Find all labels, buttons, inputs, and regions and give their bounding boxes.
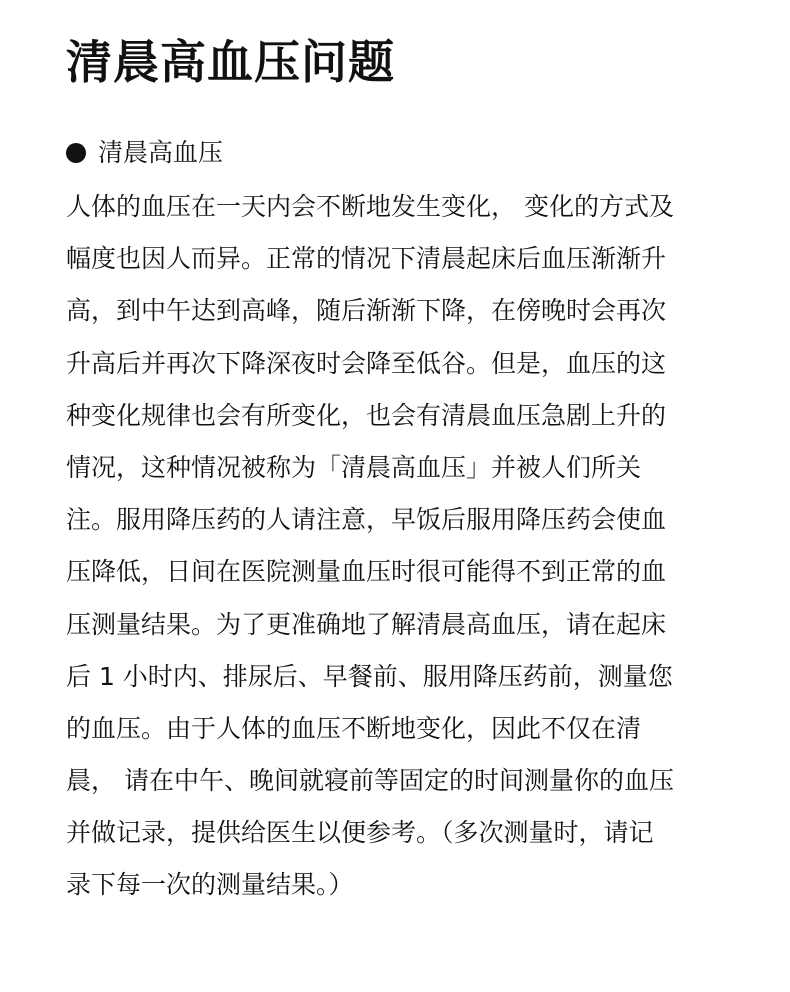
paragraph-line: 并做记录，提供给医生以便参考。（多次测量时，请记	[66, 818, 654, 848]
paragraph-line: 种变化规律也会有所变化，也会有清晨血压急剧上升的	[66, 400, 667, 430]
paragraph-line: 人体的血压在一天内会不断地发生变化， 变化的方式及	[66, 192, 674, 221]
page-title: 清晨高血压问题	[66, 35, 395, 89]
paragraph-line: 幅度也因人而异。正常的情况下清晨起床后血压渐渐升	[66, 244, 667, 274]
body-paragraph	[66, 181, 706, 912]
bullet-icon	[66, 143, 86, 163]
paragraph-line: 高，到中午达到高峰，随后渐渐下降，在傍晚时会再次	[66, 296, 667, 326]
paragraph-line: 的血压。由于人体的血压不断地变化，因此不仅在清	[66, 713, 642, 743]
paragraph-line: 压测量结果。为了更准确地了解清晨高血压，请在起床	[66, 609, 667, 639]
paragraph-line: 晨， 请在中午、晚间就寝前等固定的时间测量你的血压	[66, 766, 674, 796]
paragraph-line: 录下每一次的测量结果。）	[66, 870, 354, 900]
paragraph-line: 注。服用降压药的人请注意，早饭后服用降压药会使血	[66, 505, 667, 535]
paragraph-line: 后 1 小时内、排尿后、早餐前、服用降压药前，测量您	[66, 661, 673, 691]
paragraph-line: 压降低，日间在医院测量血压时很可能得不到正常的血	[66, 557, 667, 587]
paragraph-line: 升高后并再次下降深夜时会降至低谷。但是，血压的这	[66, 348, 667, 378]
section-heading	[66, 134, 223, 172]
paragraph-line: 情况，这种情况被称为「清晨高血压」并被人们所关	[66, 452, 642, 482]
section-label: 清晨高血压	[98, 138, 224, 167]
